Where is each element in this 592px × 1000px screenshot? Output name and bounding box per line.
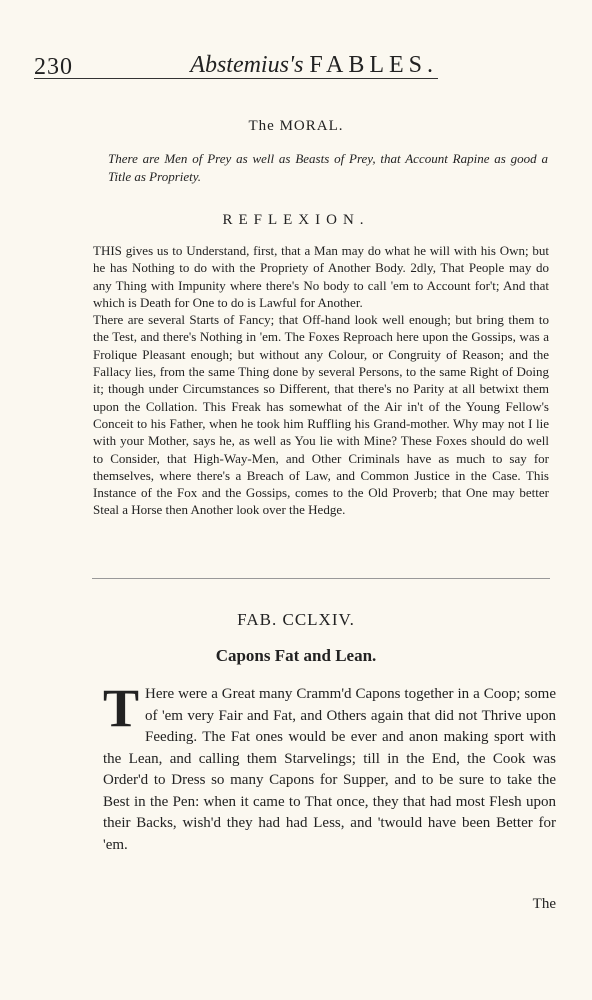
fable-body bbox=[103, 678, 556, 856]
running-head bbox=[190, 52, 438, 79]
fable-number: FAB. CCLXIV. bbox=[237, 610, 355, 629]
section-divider bbox=[92, 578, 550, 579]
catchword: The bbox=[532, 896, 556, 912]
header-rule bbox=[34, 78, 438, 79]
reflexion-body bbox=[93, 242, 549, 519]
moral-text: There are Men of Prey as well as Beasts of Prey, that Account Rapine as good a Title as Propriety. bbox=[108, 151, 548, 184]
drop-cap: T bbox=[103, 678, 140, 738]
reflexion-paragraph: There are several Starts of Fancy; that Off-hand look well enough; but bring them to the Test, and there's Nothing in 'em. The Foxes Reproach here upon the Gossips, was a Frolique Pleasant enough; but without any Colour, or Congruity of Reason; and the Fallacy lies, from the same Thing done by several Persons, to the same Right of Doing it; though under Circumstances so Different, that there's no Parity at all betwixt them upon the Collation. This Freak has somewhat of the Air in't of the Young Fellow's Conceit to his Father, when he took him Ruffling his Grand-mother. Why may not I lie with your Mother, says he, as well as You lie with Mine? These Foxes should do well to Consider, that High-Way-Men, and Other Criminals have as much to say for themselves, where there's a Breach of Law, and Common Justice in the Case. This Instance of the Fox and the Gossips, comes to the Old Proverb; that One may better Steal a Horse then Another look over the Hedge. bbox=[93, 312, 549, 518]
page-number: 230 bbox=[34, 54, 73, 80]
running-head-title: FABLES. bbox=[309, 52, 438, 78]
running-head-author: Abstemius's bbox=[190, 52, 304, 78]
reflexion-heading: REFLEXION. bbox=[222, 212, 370, 228]
moral-heading: The MORAL. bbox=[248, 118, 344, 134]
fable-text: Here were a Great many Cramm'd Capons together in a Coop; some of 'em very Fair and Fat, and Others again that did not Thrive upon Feeding. The Fat ones would be ever and anon making sport with the Lean, and calling them Starvelings; till in the End, the Cook was Order'd to Dress so many Capons for Supper, and to be sure to take the Best in the Pen: when it came to That once, they that had most Flesh upon their Backs, wish'd they had had Less, and 'twould have been Better for 'em. bbox=[103, 686, 556, 853]
fable-title: Capons Fat and Lean. bbox=[215, 646, 377, 665]
reflexion-paragraph: THIS gives us to Understand, first, that a Man may do what he will with his Own; but he has Nothing to do with the Propriety of Another Body. 2dly, That People may do any Thing with Impunity where there's No body to call 'em to Account for't; And that which is Death for One to do is Lawful for Another. bbox=[93, 243, 549, 310]
page-header bbox=[34, 50, 438, 80]
